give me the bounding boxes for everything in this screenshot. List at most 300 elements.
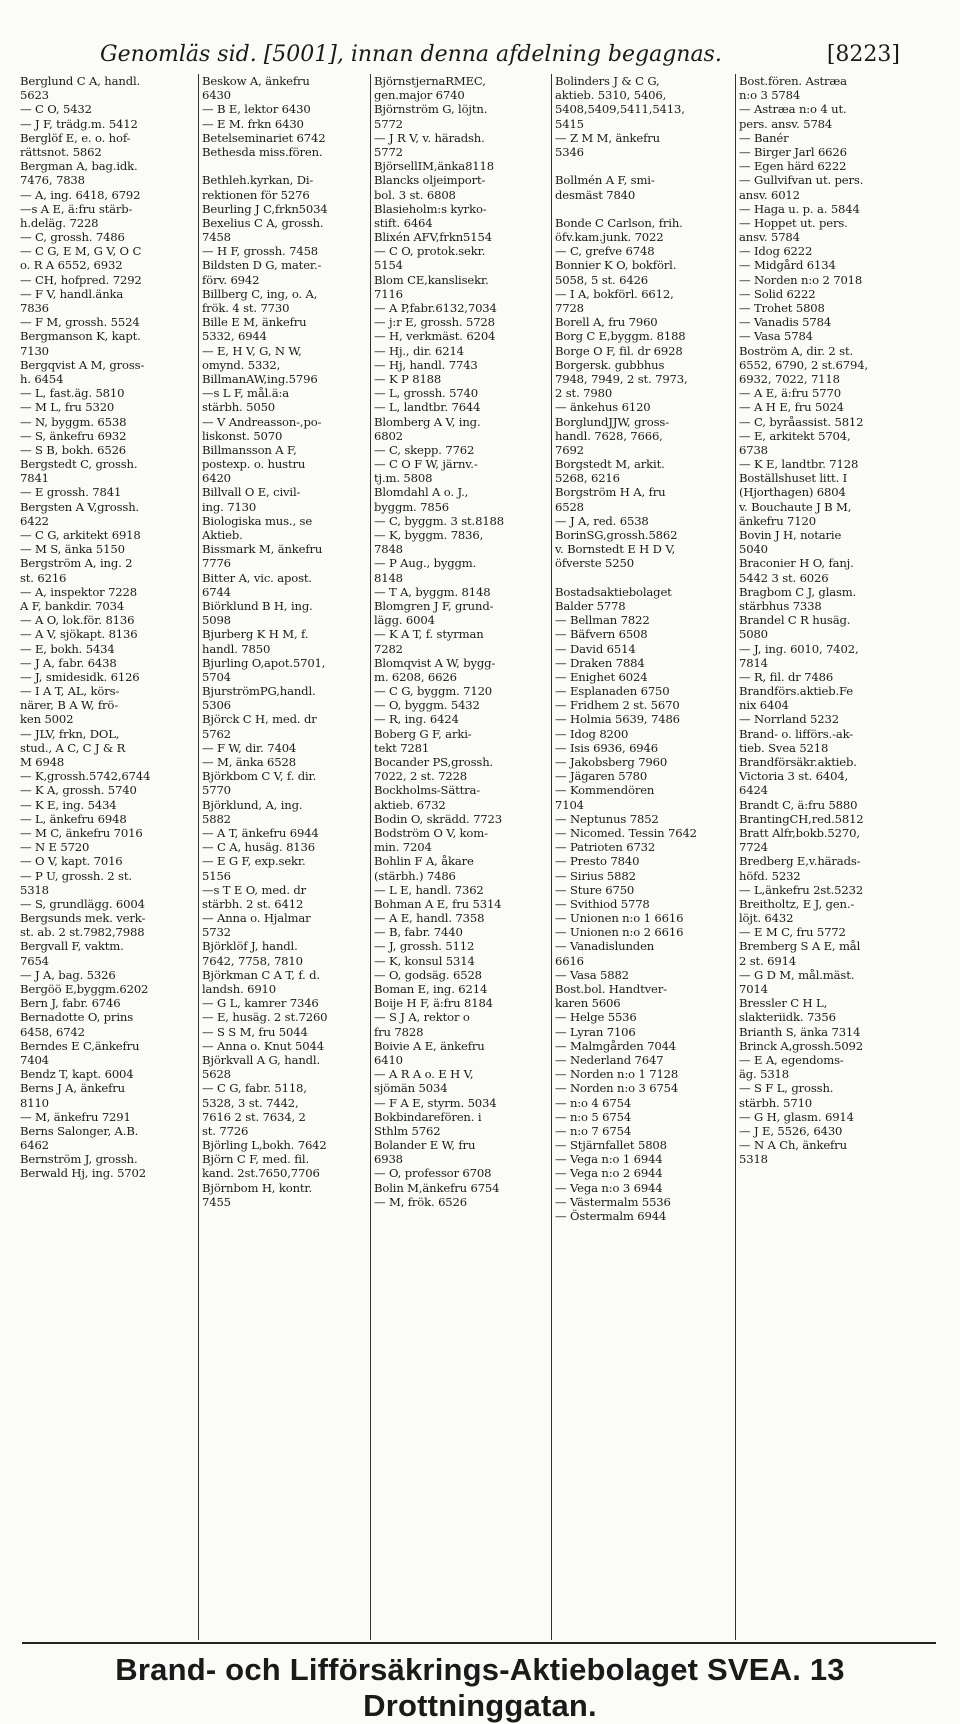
directory-entry-line: 7116 xyxy=(374,286,403,301)
directory-entry-line: — B E, lektor 6430 xyxy=(202,102,311,117)
directory-entry-line: — Jägaren 5780 xyxy=(555,769,648,784)
directory-entry-line: — C, grossh. 7486 xyxy=(20,230,125,245)
directory-entry-line: Bonde C Carlson, frih. xyxy=(555,215,683,230)
directory-entry-line: — Isis 6936, 6946 xyxy=(555,740,658,755)
directory-entry-line: Bressler C H L, xyxy=(739,996,828,1011)
directory-entry-line: st. 6216 xyxy=(20,570,67,585)
directory-entry-line: Bergsten A V,grossh. xyxy=(20,499,140,514)
directory-entry-line: — A V, sjökapt. 8136 xyxy=(20,627,138,642)
directory-entry-line: stift. 6464 xyxy=(374,215,433,230)
directory-entry-line: — C G, E M, G V, O C xyxy=(20,244,142,259)
directory-entry-line: — Svithiod 5778 xyxy=(555,896,650,911)
directory-entry-line: Aktieb. xyxy=(202,528,243,542)
directory-entry-line: Berns Salonger, A.B. xyxy=(20,1123,139,1138)
directory-entry-line: 7404 xyxy=(20,1052,49,1067)
directory-entry-line: — C G, fabr. 5118, xyxy=(202,1081,307,1096)
directory-entry-line: 7642, 7758, 7810 xyxy=(202,953,303,968)
directory-entry-line: — F V, handl.änka xyxy=(20,286,124,301)
directory-entry-line: — M S, änka 5150 xyxy=(20,542,125,557)
directory-entry-line: rättsnot. 5862 xyxy=(20,144,102,159)
page-header xyxy=(100,40,900,72)
directory-entry-line: 5442 3 st. 6026 xyxy=(739,570,829,585)
directory-entry-line: Brandel C R husäg. xyxy=(739,613,851,628)
directory-entry-line: — F A E, styrm. 5034 xyxy=(374,1095,497,1110)
directory-entry-line: — A H E, fru 5024 xyxy=(739,400,844,415)
directory-entry-line: — Z M M, änkefru xyxy=(555,130,660,145)
directory-entry-line: — J F, trädg.m. 5412 xyxy=(20,116,138,131)
directory-entry-line: — C O, 5432 xyxy=(20,102,92,117)
directory-entry-line: — H, verkmäst. 6204 xyxy=(374,329,496,344)
directory-entry-line: Berwald Hj, ing. 5702 xyxy=(20,1166,146,1181)
directory-entry-line: — N, byggm. 6538 xyxy=(20,414,127,429)
directory-entry-line: — K,grossh.5742,6744 xyxy=(20,769,151,784)
directory-entry-line: — M C, änkefru 7016 xyxy=(20,825,143,840)
directory-entry-line: stärbh. 5710 xyxy=(739,1095,813,1110)
directory-entry-line: Bost.fören. Astræa xyxy=(739,74,847,88)
directory-entry-line: Bostadsaktiebolaget xyxy=(555,584,672,599)
directory-entry-line: — Enighet 6024 xyxy=(555,669,648,684)
directory-entry-line: aktieb. 6732 xyxy=(374,797,446,812)
directory-entry-line: — L,änkefru 2st.5232 xyxy=(739,882,864,897)
directory-entry-line: 6410 xyxy=(374,1052,403,1067)
directory-entry-line: Blasieholm:s kyrko- xyxy=(374,201,487,216)
directory-entry-line: Bergmanson K, kapt. xyxy=(20,329,141,344)
directory-entry-line: Berglöf E, e. o. hof- xyxy=(20,130,131,145)
directory-entry-line: Bjurberg K H M, f. xyxy=(202,627,309,642)
directory-entry-line: 7848 xyxy=(374,542,403,557)
directory-entry-line: Bergvall F, vaktm. xyxy=(20,939,124,954)
directory-entry-line: Björck C H, med. dr xyxy=(202,712,317,727)
directory-entry-line: — L, grossh. 5740 xyxy=(374,386,478,401)
directory-entry-line: 6802 xyxy=(374,428,403,443)
directory-entry-line: Bergman A, bag.idk. xyxy=(20,159,138,174)
directory-entry-line: postexp. o. hustru xyxy=(202,457,306,472)
directory-entry-line: — I A T, AL, körs- xyxy=(20,684,120,699)
directory-entry-line: 5040 xyxy=(739,542,768,557)
directory-entry-line: 5762 xyxy=(202,726,231,741)
directory-entry-line: — Lyran 7106 xyxy=(555,1024,636,1039)
directory-entry-line: — L, änkefru 6948 xyxy=(20,811,127,826)
directory-entry-line: n:o 3 5784 xyxy=(739,88,801,103)
directory-entry-line: Bohman A E, fru 5314 xyxy=(374,896,502,911)
directory-entry-line: tieb. Svea 5218 xyxy=(739,740,829,755)
directory-entry-line: Brinck A,grossh.5092 xyxy=(739,1038,863,1053)
directory-entry-line: Bockholms-Sättra- xyxy=(374,783,481,798)
directory-entry-line: Berglund C A, handl. xyxy=(20,74,141,88)
directory-entry-line: — Vega n:o 3 6944 xyxy=(555,1180,663,1195)
directory-entry-line: — O, byggm. 5432 xyxy=(374,698,480,713)
directory-entry-line: Bollmén A F, smi- xyxy=(555,173,655,188)
directory-entry-line: — JLV, frkn, DOL, xyxy=(20,726,120,741)
directory-entry-line: stärbhus 7338 xyxy=(739,598,822,613)
directory-entry-line: o. R A 6552, 6932 xyxy=(20,258,123,273)
directory-entry-line: — Fridhem 2 st. 5670 xyxy=(555,698,680,713)
directory-entry-line: fru 7828 xyxy=(374,1024,424,1039)
directory-entry-line: slakteriidk. 7356 xyxy=(739,1010,836,1025)
directory-entry-line: 6458, 6742 xyxy=(20,1024,85,1039)
directory-entry-line: — K, konsul 5314 xyxy=(374,953,475,968)
directory-entry-line: 7130 xyxy=(20,343,49,358)
directory-entry-line: 5732 xyxy=(202,925,231,940)
directory-entry-line: — Kommendören xyxy=(555,783,655,798)
directory-entry-line: — j:r E, grossh. 5728 xyxy=(374,315,495,330)
directory-entry-line: Brandförs.aktieb.Fe xyxy=(739,684,854,699)
directory-entry-line: — Egen härd 6222 xyxy=(739,159,847,174)
directory-entry-line: — Västermalm 5536 xyxy=(555,1194,671,1209)
directory-entry-line: — F W, dir. 7404 xyxy=(202,740,297,755)
directory-entry-line: Bokbindarefören. i xyxy=(374,1109,482,1124)
directory-entry-line: — Idog 6222 xyxy=(739,244,813,259)
directory-entry-line: 5772 xyxy=(374,144,403,159)
directory-entry-line: — P U, grossh. 2 st. xyxy=(20,868,132,883)
directory-entry-line: Bildsten D G, mater.- xyxy=(202,258,322,273)
directory-entry-line: 7455 xyxy=(202,1194,231,1209)
directory-entry-line: — K E, landtbr. 7128 xyxy=(739,457,859,472)
directory-entry-line: — A, ing. 6418, 6792 xyxy=(20,187,141,202)
directory-entry-line: Björklund, A, ing. xyxy=(202,797,303,812)
directory-entry-line: — Stjärnfallet 5808 xyxy=(555,1138,667,1153)
directory-entry-line: — E M C, fru 5772 xyxy=(739,925,846,940)
directory-entry-line: rektionen för 5276 xyxy=(202,187,310,202)
directory-entry-line: — E, bokh. 5434 xyxy=(20,641,115,656)
directory-entry-line: — K P 8188 xyxy=(374,371,442,386)
directory-entry-line: 7282 xyxy=(374,641,403,656)
directory-entry-line: — E M. frkn 6430 xyxy=(202,116,304,131)
directory-entry-line: — M, änka 6528 xyxy=(202,755,296,769)
directory-entry-line: — Östermalm 6944 xyxy=(555,1209,667,1223)
directory-entry-line: 5704 xyxy=(202,669,231,684)
directory-entry-line: — C, byråassist. 5812 xyxy=(739,414,864,429)
directory-entry-line: 5882 xyxy=(202,811,231,826)
directory-entry-line: Bissmark M, änkefru xyxy=(202,542,323,557)
directory-entry-line: — David 6514 xyxy=(555,641,636,656)
directory-column-2 xyxy=(202,74,378,1644)
directory-entry-line: Bern J, fabr. 6746 xyxy=(20,996,121,1011)
directory-entry-line: Boivie A E, änkefru xyxy=(374,1038,485,1053)
directory-entry-line: — Anna o. Knut 5044 xyxy=(202,1038,324,1053)
directory-entry-line: — K A, grossh. 5740 xyxy=(20,783,137,798)
directory-entry-line: liskonst. 5070 xyxy=(202,428,283,443)
directory-entry-line: 7104 xyxy=(555,797,584,812)
directory-entry-line: Blomqvist A W, bygg- xyxy=(374,655,496,670)
directory-entry-line: Björnbom H, kontr. xyxy=(202,1180,313,1195)
directory-entry-line: — I A, bokförl. 6612, xyxy=(555,286,674,301)
directory-entry-line: — J, smidesidk. 6126 xyxy=(20,669,140,684)
directory-entry-line: — S B, bokh. 6526 xyxy=(20,442,127,457)
directory-entry-line: — änkehus 6120 xyxy=(555,400,651,415)
directory-entry-line: 5306 xyxy=(202,698,231,713)
directory-entry-line: Brandförsäkr.aktieb. xyxy=(739,755,857,769)
directory-entry-line: — T A, byggm. 8148 xyxy=(374,584,491,599)
directory-entry-line: Victoria 3 st. 6404, xyxy=(739,769,849,784)
directory-entry-line: Billberg C, ing, o. A, xyxy=(202,286,318,301)
directory-entry-line: — S F L, grossh. xyxy=(739,1081,834,1096)
directory-entry-line: — Bäfvern 6508 xyxy=(555,627,648,642)
directory-entry-line: — C A, husäg. 8136 xyxy=(202,840,315,855)
directory-column-3 xyxy=(374,74,558,1644)
directory-entry-line: Blomberg A V, ing. xyxy=(374,414,481,429)
directory-entry-line: — Bellman 7822 xyxy=(555,613,650,628)
directory-entry-line: — V Andreasson-,po- xyxy=(202,414,322,429)
directory-entry-line: — Nederland 7647 xyxy=(555,1052,664,1067)
directory-entry-line: — O V, kapt. 7016 xyxy=(20,854,123,869)
directory-entry-line: — J E, 5526, 6430 xyxy=(739,1123,843,1138)
directory-entry-line: närer, B A W, frö- xyxy=(20,698,118,713)
directory-entry-line: M 6948 xyxy=(20,755,65,769)
directory-entry-line: 6528 xyxy=(555,499,584,514)
directory-entry-line: Billmansson A F, xyxy=(202,442,297,457)
directory-column-5 xyxy=(739,74,949,1644)
directory-entry-line: Bragbom C J, glasm. xyxy=(739,584,857,599)
directory-entry-line: — A E, ä:fru 5770 xyxy=(739,386,841,401)
directory-entry-line xyxy=(202,159,378,173)
directory-entry-line: — E A, egendoms- xyxy=(739,1052,844,1067)
directory-entry-line: sjömän 5034 xyxy=(374,1081,448,1096)
directory-entry-line: — C O F W, järnv.- xyxy=(374,457,478,472)
directory-entry-line: 5332, 6944 xyxy=(202,329,267,344)
directory-entry-line: Brandt C, ä:fru 5880 xyxy=(739,797,858,812)
directory-entry-line: 6616 xyxy=(555,953,584,968)
directory-entry-line: — Hj, handl. 7743 xyxy=(374,357,478,372)
directory-entry-line: 8110 xyxy=(20,1095,49,1110)
directory-entry-line: — Vasa 5784 xyxy=(739,329,813,344)
directory-entry-line: — Patrioten 6732 xyxy=(555,840,656,855)
directory-entry-line: st. 7726 xyxy=(202,1123,249,1138)
directory-entry-line: Boberg G F, arki- xyxy=(374,726,472,741)
directory-entry-line: Balder 5778 xyxy=(555,598,626,613)
directory-entry-line: Bethesda miss.fören. xyxy=(202,144,323,159)
directory-entry-line: — M, frök. 6526 xyxy=(374,1194,467,1209)
directory-entry-line: Borgersk. gubbhus xyxy=(555,357,665,372)
directory-entry-line: Björkbom C V, f. dir. xyxy=(202,769,317,784)
directory-entry-line: Bovin J H, notarie xyxy=(739,528,842,542)
directory-entry-line: 5770 xyxy=(202,783,231,798)
directory-entry-line: v. Bouchaute J B M, xyxy=(739,499,852,514)
directory-entry-line: — E grossh. 7841 xyxy=(20,485,122,500)
directory-entry-line: — Haga u. p. a. 5844 xyxy=(739,201,860,216)
directory-entry-line: v. Bornstedt E H D V, xyxy=(555,542,676,557)
directory-entry-line: 7836 xyxy=(20,301,49,315)
directory-column-4 xyxy=(555,74,741,1644)
directory-entry-line: — Norden n:o 3 6754 xyxy=(555,1081,679,1096)
directory-entry-line: — Helge 5536 xyxy=(555,1010,637,1025)
directory-entry-line: Biologiska mus., se xyxy=(202,513,313,528)
directory-entry-line: Boman E, ing. 6214 xyxy=(374,982,488,996)
directory-entry-line: 6462 xyxy=(20,1138,49,1153)
directory-entry-line: — R, fil. dr 7486 xyxy=(739,669,834,684)
directory-entry-line: — E, arkitekt 5704, xyxy=(739,428,851,443)
directory-entry-line: — C G, byggm. 7120 xyxy=(374,684,493,699)
directory-entry-line: 7948, 7949, 2 st. 7973, xyxy=(555,371,688,386)
directory-entry-line: — A R A o. E H V, xyxy=(374,1067,474,1082)
page-number: [8223] xyxy=(826,42,900,67)
directory-entry-line: Bernadotte O, prins xyxy=(20,1010,134,1025)
directory-entry-line: — A E, handl. 7358 xyxy=(374,911,485,926)
directory-entry-line: — Vanadislunden xyxy=(555,939,655,954)
directory-entry-line: — F M, grossh. 5524 xyxy=(20,315,140,330)
directory-entry-line: förv. 6942 xyxy=(202,272,260,287)
directory-entry-line: 7728 xyxy=(555,301,584,315)
directory-entry-line: Bocander PS,grossh. xyxy=(374,755,494,769)
directory-entry-line: Borge O F, fil. dr 6928 xyxy=(555,343,683,358)
directory-entry-line: Bolander E W, fru xyxy=(374,1138,476,1153)
directory-entry-line: Blomdahl A o. J., xyxy=(374,485,469,500)
directory-entry-line: ansv. 5784 xyxy=(739,230,800,245)
directory-entry-line: 5772 xyxy=(374,116,403,131)
directory-entry-line: Blomgren J F, grund- xyxy=(374,598,494,613)
directory-entry-line: BorglundJJW, gross- xyxy=(555,414,669,429)
directory-entry-line: 7814 xyxy=(739,655,768,670)
directory-entry-line: — Banér xyxy=(739,130,789,145)
directory-entry-line: Bodström O V, kom- xyxy=(374,825,488,840)
directory-entry-line: —s L F, mål.ä:a xyxy=(202,386,290,401)
directory-entry-line: Björkvall A G, handl. xyxy=(202,1052,321,1067)
directory-entry-line: — Jakobsberg 7960 xyxy=(555,755,668,769)
directory-entry-line: 6744 xyxy=(202,584,231,599)
directory-entry-line: pers. ansv. 5784 xyxy=(739,116,833,131)
directory-entry-line: 8148 xyxy=(374,570,403,585)
directory-entry-line: — A, inspektor 7228 xyxy=(20,584,137,599)
directory-entry-line: karen 5606 xyxy=(555,996,621,1011)
footer-rule xyxy=(22,1642,936,1644)
directory-entry-line: 5080 xyxy=(739,627,768,642)
directory-entry-line: — J, grossh. 5112 xyxy=(374,939,475,954)
directory-entry-line: 6552, 6790, 2 st.6794, xyxy=(739,357,868,372)
directory-entry-line: Boställshuset litt. I xyxy=(739,471,848,486)
directory-entry-line: — K E, ing. 5434 xyxy=(20,797,117,812)
directory-entry-line: 6424 xyxy=(739,783,768,798)
directory-entry-line: Berns J A, änkefru xyxy=(20,1081,125,1096)
directory-entry-line: 5154 xyxy=(374,258,403,273)
directory-entry-line: Bergqvist A M, gross- xyxy=(20,357,145,372)
directory-entry-line: —s A E, ä:fru stärb- xyxy=(20,201,133,216)
directory-entry-line: omynd. 5332, xyxy=(202,357,281,372)
directory-entry-line: aktieb. 5310, 5406, xyxy=(555,88,667,103)
directory-column-1 xyxy=(20,74,206,1644)
directory-entry-line: Björnström G, löjtn. xyxy=(374,102,488,117)
directory-entry-line: — n:o 7 6754 xyxy=(555,1123,632,1138)
directory-entry-line: — Hoppet ut. pers. xyxy=(739,215,848,230)
directory-entry-line: Bodin O, skrädd. 7723 xyxy=(374,811,502,826)
directory-entry-line: — Anna o. Hjalmar xyxy=(202,911,311,926)
directory-entry-line xyxy=(555,159,741,173)
directory-entry-line: Boström A, dir. 2 st. xyxy=(739,343,854,358)
directory-entry-line: Braconier H O, fanj. xyxy=(739,556,854,571)
directory-entry-line: A F, bankdir. 7034 xyxy=(20,598,125,613)
directory-entry-line: — Astræa n:o 4 ut. xyxy=(739,102,847,117)
directory-entry-line: bol. 3 st. 6808 xyxy=(374,187,456,202)
directory-entry-line: 7458 xyxy=(202,230,231,245)
directory-entry-line: 5328, 3 st. 7442, xyxy=(202,1095,299,1110)
directory-entry-line: — Esplanaden 6750 xyxy=(555,684,670,699)
directory-entry-line: — Norrland 5232 xyxy=(739,712,839,727)
directory-entry-line: — A P,fabr.6132,7034 xyxy=(374,301,497,315)
directory-entry-line: änkefru 7120 xyxy=(739,513,816,528)
directory-entry-line: Breitholtz, E J, gen.- xyxy=(739,896,855,911)
directory-entry-line: 7841 xyxy=(20,471,49,486)
directory-entry-line: — J, ing. 6010, 7402, xyxy=(739,641,859,656)
directory-entry-line: stärbh. 2 st. 6412 xyxy=(202,896,304,911)
directory-entry-line: — Neptunus 7852 xyxy=(555,811,659,826)
directory-entry-line: — Birger Jarl 6626 xyxy=(739,144,847,159)
directory-entry-line: 6420 xyxy=(202,471,231,486)
directory-entry-line: Bergstedt C, grossh. xyxy=(20,457,138,472)
directory-entry-line: 7014 xyxy=(739,982,768,996)
directory-entry-line: Brand- o. lifförs.-ak- xyxy=(739,726,854,741)
directory-entry-line: BjörsellIM,änka8118 xyxy=(374,159,494,174)
directory-entry-line: Björkman C A T, f. d. xyxy=(202,967,320,982)
directory-entry-line: Björn C F, med. fil. xyxy=(202,1152,309,1167)
directory-entry-line: 6932, 7022, 7118 xyxy=(739,371,840,386)
directory-entry-line: 5408,5409,5411,5413, xyxy=(555,102,685,117)
directory-entry-line: — C, byggm. 3 st.8188 xyxy=(374,513,504,528)
directory-entry-line: Borgstedt M, arkit. xyxy=(555,457,665,472)
directory-entry-line: Bendz T, kapt. 6004 xyxy=(20,1067,134,1082)
directory-entry-line: 5318 xyxy=(20,882,49,897)
directory-entry-line: — B, fabr. 7440 xyxy=(374,925,463,940)
directory-entry-line: 7776 xyxy=(202,556,231,571)
directory-entry-line: min. 7204 xyxy=(374,840,432,855)
directory-entry-line: — J A, red. 6538 xyxy=(555,513,649,528)
directory-entry-line: — C, grefve 6748 xyxy=(555,244,655,259)
directory-entry-line: Billvall O E, civil- xyxy=(202,485,301,500)
directory-entry-line: — N E 5720 xyxy=(20,840,90,855)
directory-entry-line: Beurling J C,frkn5034 xyxy=(202,201,328,216)
directory-entry-line: — G L, kamrer 7346 xyxy=(202,996,319,1011)
directory-entry-line: BrantingCH,red.5812 xyxy=(739,811,864,826)
directory-entry-line: — n:o 5 6754 xyxy=(555,1109,632,1124)
directory-entry-line: 6738 xyxy=(739,442,768,457)
directory-entry-line: — J A, fabr. 6438 xyxy=(20,655,117,670)
directory-entry-line: 5156 xyxy=(202,868,231,883)
directory-entry-line: (Hjorthagen) 6804 xyxy=(739,485,846,500)
directory-entry-line: desmäst 7840 xyxy=(555,187,636,202)
directory-entry-line: höfd. 5232 xyxy=(739,868,801,883)
directory-entry-line: — S J A, rektor o xyxy=(374,1010,470,1025)
directory-entry-line: byggm. 7856 xyxy=(374,499,450,514)
directory-entry-line: 7724 xyxy=(739,840,768,855)
directory-entry-line: — Presto 7840 xyxy=(555,854,640,869)
directory-entry-line: frök. 4 st. 7730 xyxy=(202,301,290,315)
directory-entry-line: Bernström J, grossh. xyxy=(20,1152,138,1167)
directory-entry-line: — Draken 7884 xyxy=(555,655,645,670)
directory-entry-line: — L, landtbr. 7644 xyxy=(374,400,481,415)
directory-entry-line: h. 6454 xyxy=(20,371,64,386)
directory-entry-line: Bethleh.kyrkan, Di- xyxy=(202,173,314,188)
directory-entry-line: Blom CE,kanslisekr. xyxy=(374,272,489,287)
directory-entry-line: 6938 xyxy=(374,1152,403,1167)
directory-entry-line: 5318 xyxy=(739,1152,768,1167)
directory-entry-line: — K, byggm. 7836, xyxy=(374,528,484,542)
directory-entry-line: — Sirius 5882 xyxy=(555,868,636,883)
directory-entry-line: Bjurling O,apot.5701, xyxy=(202,655,326,670)
directory-entry-line: Bitter A, vic. apost. xyxy=(202,570,312,585)
directory-entry-line: — n:o 4 6754 xyxy=(555,1095,632,1110)
directory-entry-line: 5058, 5 st. 6426 xyxy=(555,272,649,287)
directory-entry-line: 5623 xyxy=(20,88,49,103)
directory-entry-line: — S S M, fru 5044 xyxy=(202,1024,308,1039)
directory-entry-line: — M, änkefru 7291 xyxy=(20,1109,131,1124)
directory-entry-line xyxy=(555,202,741,216)
directory-entry-line: — G H, glasm. 6914 xyxy=(739,1109,854,1124)
directory-entry-line xyxy=(555,571,741,585)
directory-entry-line: —s T E O, med. dr xyxy=(202,882,307,897)
directory-entry-line: (stärbh.) 7486 xyxy=(374,868,456,883)
directory-entry-line: BjörnstjernaRMEC, xyxy=(374,74,486,88)
directory-entry-line: 5628 xyxy=(202,1067,231,1082)
directory-entry-line: Borgström H A, fru xyxy=(555,485,666,500)
directory-entry-line: Bergström A, ing. 2 xyxy=(20,556,133,571)
